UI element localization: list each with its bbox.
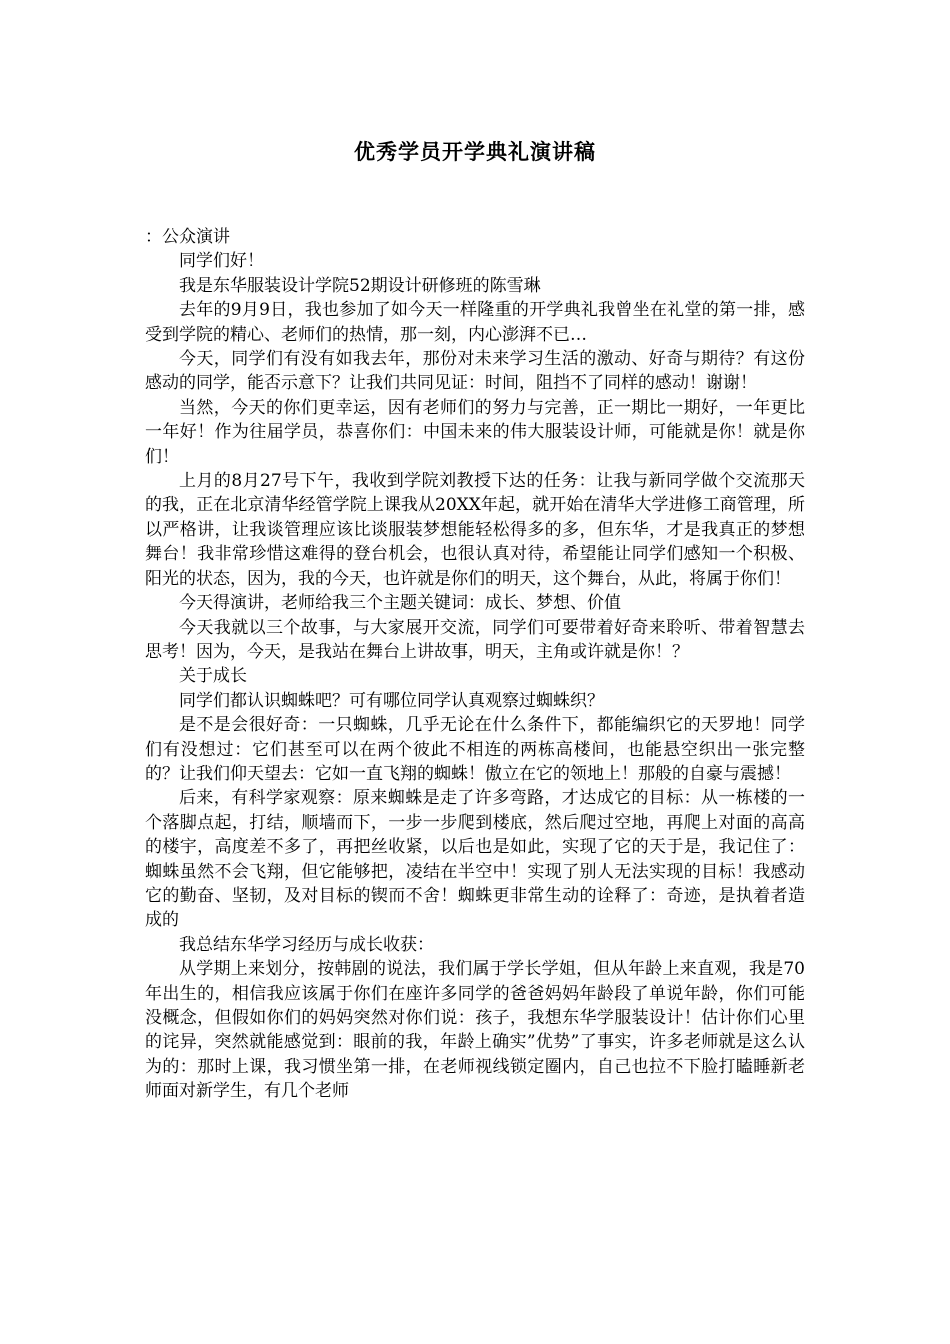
paragraph: 我是东华服装设计学院52期设计研修班的陈雪琳	[179, 275, 541, 296]
paragraph: 今天得演讲，老师给我三个主题关键词：成长、梦想、价值	[179, 593, 621, 614]
paragraph: 去年的9月9日，我也参加了如今天一样隆重的开学典礼我曾坐在礼堂的第一排，感受到学院的精心、老师们的热情，那一刻，内心澎湃不已…	[145, 300, 805, 345]
paragraph: 同学们好！	[179, 251, 264, 272]
paragraph: 同学们都认识蜘蛛吧？可有哪位同学认真观察过蜘蛛织？	[179, 690, 604, 711]
paragraph: 是不是会很好奇：一只蜘蛛，几乎无论在什么条件下，都能编织它的天罗地！同学们有没想过：它们甚至可以在两个彼此不相连的两栋高楼间，也能悬空织出一张完整的？让我们仰天望去：它如一直飞翔的蜘蛛！傲立在它的领地上！那般的自豪与震撼！	[145, 715, 805, 784]
document-body	[145, 225, 805, 1104]
document-title: 优秀学员开学典礼演讲稿	[354, 139, 596, 164]
section-heading: 关于成长	[179, 666, 247, 687]
paragraph: 今天，同学们有没有如我去年，那份对未来学习生活的激动、好奇与期待？有这份感动的同学，能否示意下？让我们共同见证：时间，阻挡不了同样的感动！谢谢！	[145, 349, 805, 394]
paragraph: 从学期上来划分，按韩剧的说法，我们属于学长学姐，但从年龄上来直观，我是70年出生的，相信我应该属于你们在座许多同学的爸爸妈妈年龄段了单说年龄，你们可能没概念，但假如你们的妈妈突然对你们说：孩子，我想东华学服装设计！估计你们心里的诧异，突然就能感觉到：眼前的我，年龄上确实”优势”了事实，许多老师就是这么认为的：那时上课，我习惯坐第一排，在老师视线锁定圈内，自己也拉不下脸打瞌睡新老师面对新学生，有几个老师	[145, 959, 805, 1102]
paragraph: 我总结东华学习经历与成长收获：	[179, 934, 434, 955]
paragraph: 今天我就以三个故事，与大家展开交流，同学们可要带着好奇来聆听、带着智慧去思考！因为，今天，是我站在舞台上讲故事，明天，主角或许就是你！？	[145, 617, 805, 662]
paragraph: 上月的8月27号下午，我收到学院刘教授下达的任务：让我与新同学做个交流那天的我，正在北京清华经管学院上课我从20XX年起，就开始在清华大学进修工商管理，所以严格讲，让我谈管理应该比谈服装梦想能轻松得多的多，但东华，才是我真正的梦想舞台！我非常珍惜这难得的登台机会，也很认真对待，希望能让同学们感知一个积极、阳光的状态，因为，我的今天，也许就是你们的明天，这个舞台，从此，将属于你们！	[145, 471, 805, 589]
paragraph: 当然，今天的你们更幸运，因有老师们的努力与完善，正一期比一期好，一年更比一年好！作为往届学员，恭喜你们：中国未来的伟大服装设计师，可能就是你！就是你们！	[145, 397, 805, 467]
paragraph: 后来，有科学家观察：原来蜘蛛是走了许多弯路，才达成它的目标：从一栋楼的一个落脚点起，打结，顺墙而下，一步一步爬到楼底，然后爬过空地，再爬上对面的高高的楼宇，高度差不多了，再把丝收紧，以后也是如此，实现了它的天于是，我记住了：蜘蛛虽然不会飞翔，但它能够把，凌结在半空中！实现了别人无法实现的目标！我感动它的勤奋、坚韧，及对目标的锲而不舍！蜘蛛更非常生动的诠释了：奇迹，是执着者造成的	[145, 788, 805, 931]
category-line: ：公众演讲	[145, 227, 230, 247]
